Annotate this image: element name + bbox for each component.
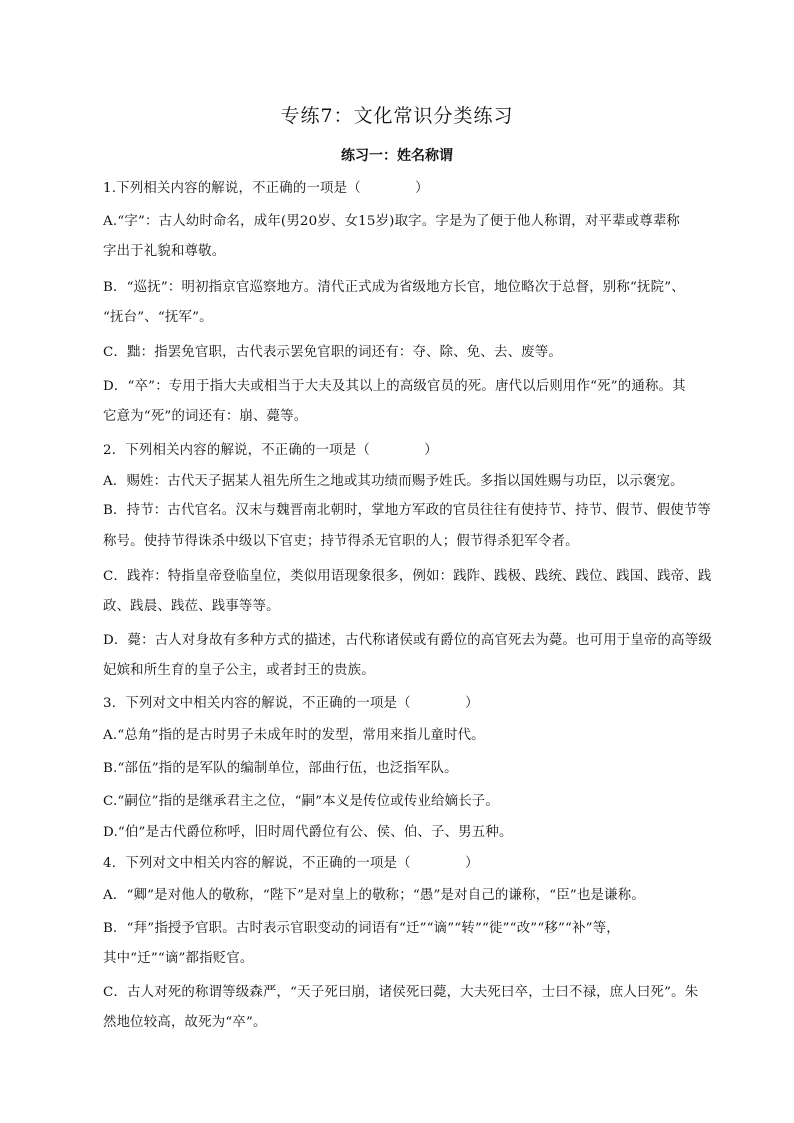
text-line: D．薨：古人对身故有多种方式的描述，古代称诸侯或有爵位的高官死去为薨。也可用于皇帝的高等级 <box>103 633 712 648</box>
question-1-stem: 1.下列相关内容的解说，不正确的一项是（ ） <box>103 181 429 196</box>
text-line: C.“嗣位”指的是继承君主之位，“嗣”本义是传位或传业给嫡长子。 <box>103 794 499 809</box>
text-line: B．“巡抚”：明初指京官巡察地方。清代正式成为省级地方长官，地位略次于总督，别称“抚院”、 <box>103 280 685 295</box>
text-line: “抚台”、“抚军”。 <box>103 310 213 325</box>
text-line: A.“字”：古人幼时命名，成年(男20岁、女15岁)取字。字是为了便于他人称谓，对平辈或尊辈称 <box>103 214 680 229</box>
text-line: B．持节：古代官名。汉末与魏晋南北朝时，掌地方军政的官员往往有使持节、持节、假节、假使节等 <box>103 503 712 518</box>
text-line: C．古人对死的称谓等级森严，“天子死曰崩，诸侯死曰薨，大夫死曰卒，士曰不禄，庶人曰死”。朱 <box>103 985 699 1000</box>
text-line: C．践祚：特指皇帝登临皇位，类似用语现象很多，例如：践阼、践极、践统、践位、践国、践帝、践 <box>103 569 712 584</box>
text-line: D.“伯”是古代爵位称呼，旧时周代爵位有公、侯、伯、子、男五种。 <box>103 825 513 840</box>
document-title: 专练7：文化常识分类练习 <box>280 105 514 127</box>
text-line: A．赐姓：古代天子据某人祖先所生之地或其功绩而赐予姓氏。多指以国姓赐与功臣，以示褒宠。 <box>103 474 684 489</box>
text-line: 称号。使持节得诛杀中级以下官吏；持节得杀无官职的人；假节得杀犯军令者。 <box>103 534 579 549</box>
section-heading: 练习一：姓名称谓 <box>341 148 453 164</box>
text-line: C．黜：指罢免官职，古代表示罢免官职的词还有：夺、除、免、去、废等。 <box>103 345 562 360</box>
text-line: D．“卒”：专用于指大夫或相当于大夫及其以上的高级官员的死。唐代以后则用作“死”的通称。其 <box>103 379 686 394</box>
text-line: 妃嫔和所生育的皇子公主，或者封王的贵族。 <box>103 663 375 678</box>
question-3-stem: 3．下列对文中相关内容的解说，不正确的一项是（ ） <box>103 696 479 711</box>
text-line: B.“部伍”指的是军队的编制单位，部曲行伍，也泛指军队。 <box>103 761 458 776</box>
text-line: A．“卿”是对他人的敬称，“陛下”是对皇上的敬称；“愚”是对自己的谦称，“臣”也是谦称。 <box>103 888 645 903</box>
text-line: 其中“迁”“谪”都指贬官。 <box>103 951 254 966</box>
question-2-stem: 2．下列相关内容的解说，不正确的一项是（ ） <box>103 443 438 458</box>
text-line: B．“拜”指授予官职。古时表示官职变动的词语有“迁”“谪”“转”“徙”“改”“移”“补”等， <box>103 921 620 936</box>
question-4-stem: 4．下列对文中相关内容的解说，不正确的一项是（ ） <box>103 856 479 871</box>
text-line: A.“总角”指的是古时男子未成年时的发型，常用来指儿童时代。 <box>103 728 485 743</box>
text-line: 然地位较高，故死为“卒”。 <box>103 1015 267 1030</box>
text-line: 字出于礼貌和尊敬。 <box>103 244 226 259</box>
text-line: 政、践晨、践莅、践事等等。 <box>103 599 280 614</box>
text-line: 它意为“死”的词还有：崩、薨等。 <box>103 409 308 424</box>
